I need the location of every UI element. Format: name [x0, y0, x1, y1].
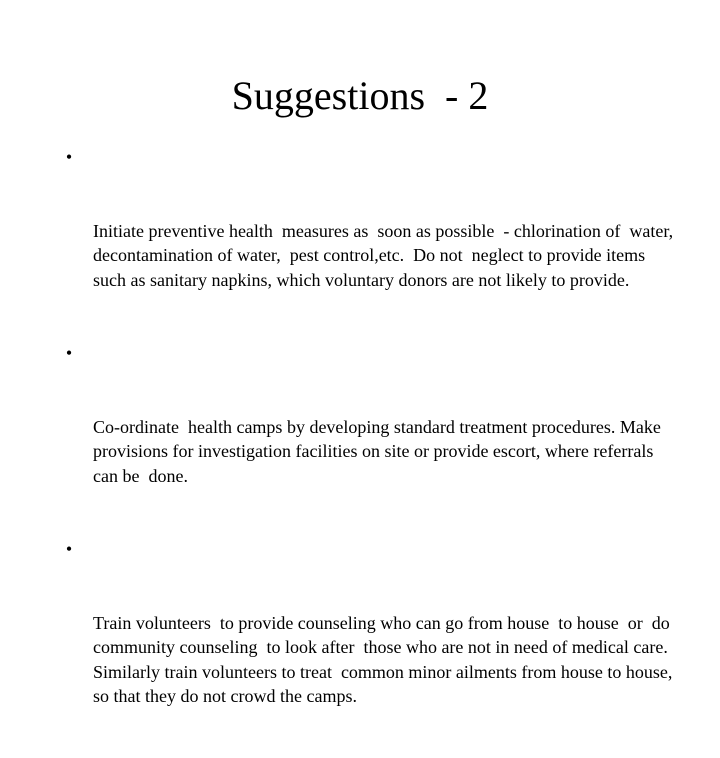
- bullet-text: Co-ordinate health camps by developing standard treatment procedures. Make provisions for investigation facilities on site or provide escort, where referrals can be done.: [93, 416, 666, 486]
- bullet-icon: •: [65, 147, 73, 167]
- bullet-text: Initiate preventive health measures as soon as possible - chlorination of water, decontamination of water, pest control,etc. Do not neglect to provide items such as sanitary napkins, which voluntary donors are not likely to provide.: [93, 220, 678, 290]
- bullet-text: Train volunteers to provide counseling who can go from house to house or do community counseling to look after those who are not in need of medical care. Similarly train volunteers to treat common minor ailments from house to house, so that they do not crowd the camps.: [93, 612, 677, 706]
- bullet-item-health-camps: [62, 341, 682, 537]
- bullet-icon: •: [65, 539, 73, 559]
- bullet-item-train-volunteers: [62, 537, 682, 758]
- bullet-icon: •: [65, 343, 73, 363]
- bullet-list: [62, 145, 682, 758]
- slide-title: Suggestions - 2: [231, 73, 489, 118]
- bullet-item-preventive-measures: [62, 145, 682, 341]
